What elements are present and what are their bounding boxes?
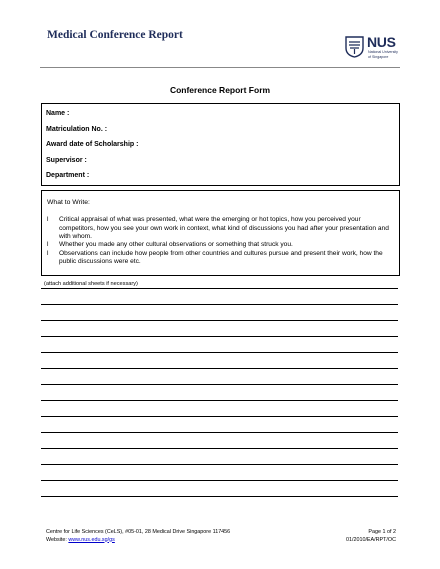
- writing-line: [41, 352, 398, 353]
- writing-line: [41, 448, 398, 449]
- writing-line: [41, 496, 398, 497]
- writing-line: [41, 288, 398, 289]
- writing-line: [41, 320, 398, 321]
- guidance-item: Critical appraisal of what was presented, what were the emerging or hot topics, how you perceived your competitors, how you see your own work in context, what kind of discussions you had after your presentation and with whom.: [59, 216, 389, 240]
- writing-line: [41, 416, 398, 417]
- nus-crest-icon: [345, 36, 364, 58]
- page-number: Page 1 of 2: [368, 529, 396, 535]
- bullet-marker: l: [47, 241, 49, 248]
- document-title: Medical Conference Report: [47, 29, 183, 41]
- logo-wordmark: NUS: [367, 34, 396, 50]
- bullet-marker: l: [47, 216, 49, 223]
- footer-address-block: [46, 529, 230, 544]
- writing-line: [41, 480, 398, 481]
- field-matriculation: Matriculation No. :: [46, 126, 108, 133]
- field-award-date: Award date of Scholarship :: [46, 141, 139, 148]
- field-supervisor: Supervisor :: [46, 157, 87, 164]
- website-label: Website:: [46, 536, 67, 543]
- writing-line: [41, 400, 398, 401]
- logo-subtitle-line-2: of Singapore: [368, 54, 389, 59]
- footer-website: [46, 537, 230, 545]
- writing-line: [41, 368, 398, 369]
- footer-address: Centre for Life Sciences (CeLS), #05-01, 28 Medical Drive Singapore 117456: [46, 529, 231, 535]
- guidance-item: Observations can include how people from other countries and cultures pursue and present their work, how the public discussions were etc.: [59, 249, 383, 265]
- guidance-heading: What to Write:: [47, 199, 90, 206]
- details-box: [41, 103, 400, 186]
- bullet-marker: l: [47, 249, 49, 257]
- nus-logo: [345, 36, 401, 62]
- writing-line: [41, 336, 398, 337]
- attach-note: (attach additional sheets if necessary): [44, 281, 138, 287]
- document-code: 01/2010/EA/RPT/OC: [345, 536, 396, 543]
- guidance-box: [41, 190, 400, 276]
- guidance-item: Whether you made any other cultural observations or something that struck you.: [59, 241, 293, 248]
- logo-subtitle: [368, 50, 402, 59]
- logo-subtitle-line-1: National University: [368, 50, 398, 54]
- footer-page-block: [346, 529, 396, 544]
- form-title: Conference Report Form: [169, 85, 271, 95]
- header-rule: [40, 67, 400, 68]
- writing-line: [41, 384, 398, 385]
- website-link[interactable]: www.nus.edu.sg/gs: [68, 536, 115, 543]
- writing-line: [41, 304, 398, 305]
- writing-line: [41, 464, 398, 465]
- field-name: Name :: [46, 110, 70, 117]
- writing-line: [41, 432, 398, 433]
- field-department: Department :: [46, 172, 90, 179]
